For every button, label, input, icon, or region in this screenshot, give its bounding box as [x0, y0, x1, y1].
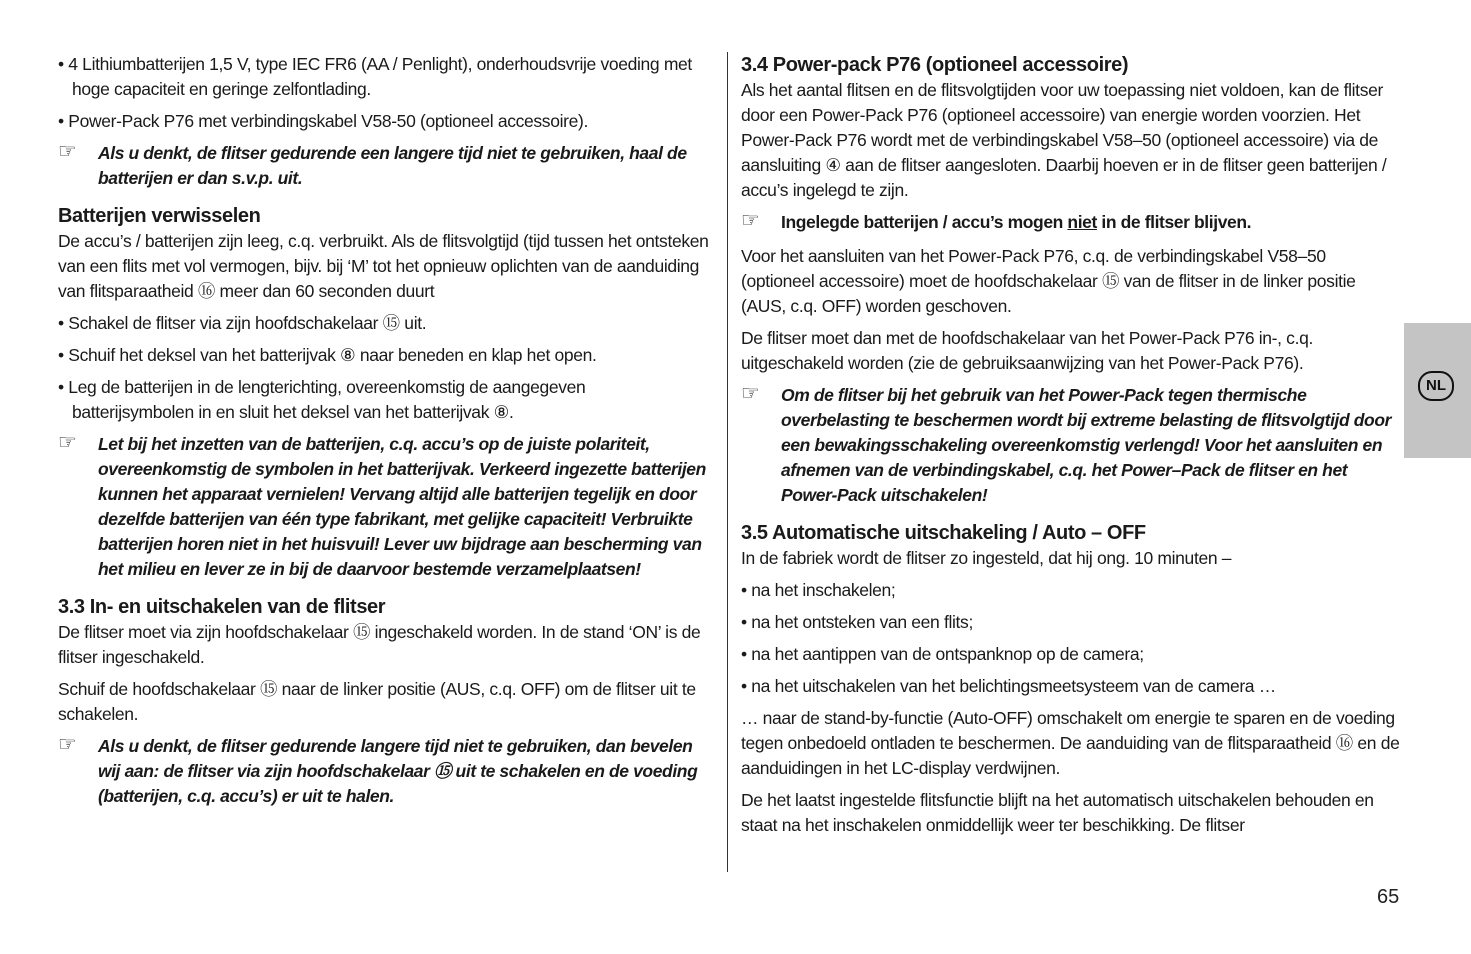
language-tab — [1404, 323, 1471, 458]
note-text: Let bij het inzetten van de batterijen, c.q. accu’s op de juiste polariteit, overeenkomstig de symbolen in het batterijvak. Verkeerd ingezette batterijen kunnen het apparaat vernielen! Vervang altijd alle batterijen tegelijk en door dezelfde batterijen van één type fabrikant, met gelijke capaciteit! Verbruikte batterijen horen niet in het huisvuil! Lever uw bijdrage aan bescherming van het milieu en lever ze in bij de daarvoor bestemde verzamelplaatsen! — [98, 434, 706, 579]
note-switch-off — [58, 734, 710, 809]
language-badge: NL — [1418, 371, 1454, 401]
paragraph: Voor het aansluiten van het Power-Pack P76, c.q. de verbindingskabel V58–50 (optioneel accessoire) moet de hoofdschakelaar ⑮ van de flitser in de linker positie (AUS, c.q. OFF) worden geschoven. — [741, 246, 1356, 316]
heading-3-4: 3.4 Power-pack P76 (optioneel accessoire) — [741, 54, 1129, 76]
list-item: • Leg de batterijen in de lengterichting, overeenkomstig de aangegeven batterijsymbolen in en sluit het deksel van het batterijvak ⑧. — [58, 377, 586, 422]
heading-battery-change: Batterijen verwisselen — [58, 205, 261, 227]
pointing-hand-icon: ☞ — [58, 733, 77, 756]
pointing-hand-icon: ☞ — [741, 382, 760, 405]
paragraph: De het laatst ingestelde flitsfunctie blijft na het automatisch uitschakelen behouden en staat na het inschakelen onmiddellijk weer ter beschikking. De flitser — [741, 790, 1374, 835]
note-text-end: in de flitser blijven. — [1096, 212, 1252, 232]
list-item: • Schuif het deksel van het batterijvak ⑧ naar beneden en klap het open. — [58, 345, 597, 365]
paragraph: In de fabriek wordt de flitser zo ingesteld, dat hij ong. 10 minuten – — [741, 548, 1232, 568]
note-remove-batteries — [58, 141, 710, 191]
pointing-hand-icon: ☞ — [58, 431, 77, 454]
note-text: Als u denkt, de flitser gedurende langere tijd niet te gebruiken, dan bevelen wij aan: de flitser via zijn hoofdschakelaar ⑮ uit te schakelen en de voeding (batterijen, c.q. accu’s) er uit te halen. — [98, 736, 698, 806]
list-item: • na het ontsteken van een flits; — [741, 612, 973, 632]
page-number: 65 — [1377, 886, 1400, 908]
heading-3-5: 3.5 Automatische uitschakeling / Auto – OFF — [741, 522, 1146, 544]
list-item: • Power-Pack P76 met verbindingskabel V58-50 (optioneel accessoire). — [58, 111, 588, 131]
paragraph: Schuif de hoofdschakelaar ⑮ naar de linker positie (AUS, c.q. OFF) om de flitser uit te schakelen. — [58, 679, 696, 724]
note-text: Om de flitser bij het gebruik van het Power-Pack tegen thermische overbelasting te beschermen wordt bij extreme belasting de flitsvolgtijd door een bewakingsschakeling overeenkomstig verlengd! Voor het aansluiten en afnemen van de verbindingskabel, c.q. het Power–Pack de flitser en het Power-Pack uitschakelen! — [781, 385, 1392, 505]
note-no-batteries — [741, 210, 1401, 235]
list-item: • na het uitschakelen van het belichtingsmeetsysteem van de camera … — [741, 676, 1276, 696]
list-item: • na het inschakelen; — [741, 580, 896, 600]
left-column — [58, 52, 710, 818]
note-text: Als u denkt, de flitser gedurende een langere tijd niet te gebruiken, haal de batterijen er dan s.v.p. uit. — [98, 143, 687, 188]
pointing-hand-icon: ☞ — [58, 140, 77, 163]
paragraph: De accu’s / batterijen zijn leeg, c.q. verbruikt. Als de flitsvolgtijd (tijd tussen het ontsteken van een flits met vol vermogen, bijv. bij ‘M’ tot het opnieuw oplichten van de aanduiding van flitsparaatheid ⑯ meer dan 60 seconden duurt — [58, 231, 709, 301]
paragraph: Als het aantal flitsen en de flitsvolgtijden voor uw toepassing niet voldoen, kan de flitser door een Power-Pack P76 (optioneel accessoire) van energie worden voorzien. Het Power-Pack P76 wordt met de verbindingskabel V58–50 (optioneel accessoire) via de aansluiting ④ aan de flitser aangesloten. Daarbij hoeven er in de flitser geen batterijen / accu’s ingelegd te zijn. — [741, 80, 1387, 200]
note-text-underlined: niet — [1067, 212, 1097, 232]
list-item: • na het aantippen van de ontspanknop op de camera; — [741, 644, 1144, 664]
note-polarity — [58, 432, 710, 582]
list-item: • Schakel de flitser via zijn hoofdschakelaar ⑮ uit. — [58, 313, 427, 333]
right-column — [741, 52, 1401, 845]
paragraph: De flitser moet dan met de hoofdschakelaar van het Power-Pack P76 in-, c.q. uitgeschakeld worden (zie de gebruiksaanwijzing van het Power-Pack P76). — [741, 328, 1313, 373]
note-thermal-overload — [741, 383, 1401, 508]
heading-3-3: 3.3 In- en uitschakelen van de flitser — [58, 596, 386, 618]
note-text-start: Ingelegde batterijen / accu’s mogen — [781, 212, 1068, 232]
paragraph: … naar de stand-by-functie (Auto-OFF) omschakelt om energie te sparen en de voeding tegen onbedoeld ontladen te beschermen. De aanduiding van de flitsparaatheid ⑯ en de aanduidingen in het LC-display verdwijnen. — [741, 708, 1400, 778]
list-item: • 4 Lithiumbatterijen 1,5 V, type IEC FR6 (AA / Penlight), onderhoudsvrije voeding met hoge capaciteit en geringe zelfontlading. — [58, 54, 692, 99]
pointing-hand-icon: ☞ — [741, 209, 760, 232]
paragraph: De flitser moet via zijn hoofdschakelaar ⑮ ingeschakeld worden. In de stand ‘ON’ is de flitser ingeschakeld. — [58, 622, 701, 667]
column-divider — [727, 52, 728, 872]
